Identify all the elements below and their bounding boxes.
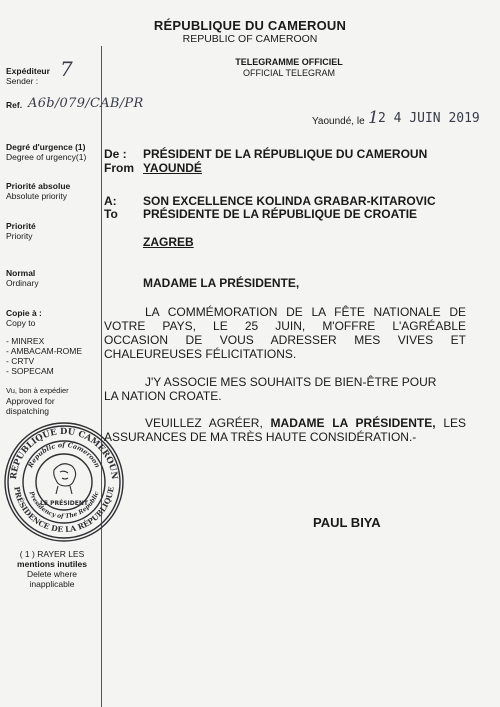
approval-fr: Vu, bon à expédier [6,386,69,395]
margin-rule [101,46,102,707]
paragraph-3-line [104,416,466,430]
paragraph-3-line: ASSURANCES DE MA TRÈS HAUTE CONSIDÉRATION.- [104,430,417,444]
normal-en: Ordinary [6,278,39,288]
paragraph-3 [104,416,466,444]
footnote-line-3: Delete where [26,569,78,579]
priority-en: Priority [6,231,33,241]
sender-label-en: Sender : [6,76,39,86]
copy-label-fr: Copie à : [6,308,42,318]
paragraph-1 [104,305,466,361]
signature-name: PAUL BIYA [313,515,381,530]
urgency-block [6,142,98,162]
svg-text:PRÉSIDENCE DE LA RÉPUBLIQUE: PRÉSIDENCE DE LA RÉPUBLIQUE [12,485,116,535]
paragraph-1-line: OCCASION DE VOUS ADRESSER MES VIVES ET [104,333,466,347]
normal-block [6,268,98,288]
ref-label: Ref. [6,100,23,110]
approval-en-2: dispatching [6,406,50,416]
country-title-en: REPUBLIC OF CAMEROON [182,33,318,45]
copy-item: - AMBACAM-ROME [6,346,83,356]
svg-text:Presidency of The Republic: Presidency of The Republic [27,490,101,521]
paragraph-2 [104,375,466,403]
copy-item: - MINREX [6,336,45,346]
country-title-fr: RÉPUBLIQUE DU CAMEROUN [153,18,347,33]
to-city: ZAGREB [143,235,194,249]
urgency-label-fr: Degré d'urgence (1) [6,142,86,152]
approval-block [6,386,98,416]
from-city: YAOUNDÉ [143,161,202,175]
telegram-title [214,57,364,79]
absolute-priority-en: Absolute priority [6,191,67,201]
copy-item: - CRTV [6,356,35,366]
telegram-title-en: OFFICIAL TELEGRAM [242,68,336,78]
absolute-priority-fr: Priorité absolue [6,181,71,191]
footnote-block [6,549,98,589]
paragraph-1-line: VOTRE PAYS, LE 25 JUIN, M'OFFRE L'AGRÉABLE [104,319,466,333]
copy-block [6,308,98,376]
to-label-fr: A: [104,194,117,208]
paragraph-2-line: J'Y ASSOCIE MES SOUHAITS DE BIEN-ÊTRE POUR [145,375,437,389]
closing-text-end: LES [435,416,466,430]
priority-block [6,221,98,241]
normal-fr: Normal [6,268,36,278]
svg-text:RÉPUBLIQUE DU CAMEROUN: RÉPUBLIQUE DU CAMEROUN [8,426,120,480]
to-recipient-title: PRÉSIDENTE DE LA RÉPUBLIQUE DE CROATIE [143,207,418,221]
dateline-date-stamp: 2 4 JUIN 2019 [378,111,480,126]
approval-en-1: Approved for [6,396,55,406]
telegram-title-fr: TELEGRAMME OFFICIEL [235,57,343,67]
footnote-line-2: mentions inutiles [17,559,87,569]
from-value: PRÉSIDENT DE LA RÉPUBLIQUE DU CAMEROUN [143,147,428,161]
closing-text: VEUILLEZ AGRÉER, [145,416,271,430]
sender-label-fr: Expéditeur [6,66,50,76]
copy-item: - SOPECAM [6,366,54,376]
from-label-en: From [104,161,134,175]
to-label-en: To [104,207,118,221]
dateline-day-prefix: 1 [368,108,379,128]
closing-address: MADAME LA PRÉSIDENTE, [270,416,436,430]
ref-handwritten-value: A6b/079/CAB/PR [28,96,144,111]
footnote-line-4: inapplicable [29,579,75,589]
paragraph-2-line: LA NATION CROATE. [104,389,222,403]
priority-fr: Priorité [6,221,36,231]
dateline-place: Yaoundé, le [312,116,365,127]
paragraph-1-line: CHALEUREUSES FÉLICITATIONS. [104,347,297,361]
sender-block [6,66,98,86]
footnote-line-1: ( 1 ) RAYER LES [19,549,85,559]
urgency-label-en: Degree of urgency(1) [6,152,87,162]
paragraph-1-line: LA COMMÉMORATION DE LA FÊTE NATIONALE DE [145,305,466,319]
svg-text:Republic of Cameroon: Republic of Cameroon [26,440,102,470]
from-label-fr: De : [104,147,127,161]
to-recipient: SON EXCELLENCE KOLINDA GRABAR-KITAROVIC [143,194,436,208]
absolute-priority-block [6,181,98,201]
salutation: MADAME LA PRÉSIDENTE, [143,276,300,290]
copy-label-en: Copy to [6,318,36,328]
svg-text:LE PRÉSIDENT: LE PRÉSIDENT [40,500,88,507]
sender-handwritten-value: 7 [60,57,73,81]
